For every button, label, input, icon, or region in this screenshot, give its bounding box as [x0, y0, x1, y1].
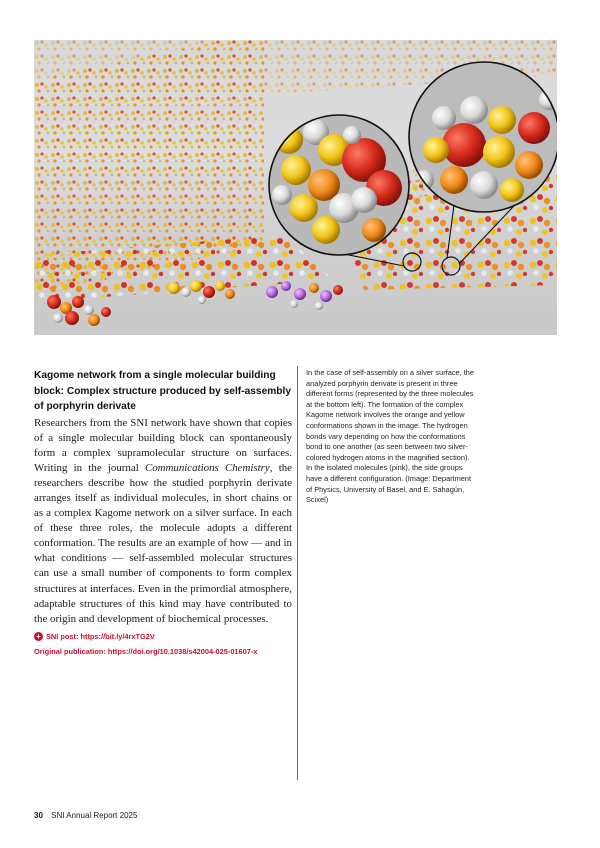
original-publication-link[interactable]: Original publication: https://doi.org/10.1038/s42004-025-01607-x [34, 646, 258, 656]
article-links [34, 629, 292, 659]
image-caption: In the case of self-assembly on a silver surface, the analyzed porphyrin derivate is present in three different forms (represented by the three molecules at the bottom left). The formation of the complex Kagome network involves the orange and yellow conformations shown in the image. The hydrogen bonds vary depending on how the conformations bond to one another (as seen between two silver-colored hydrogen atoms in the magnified section). In the isolated molecules (pink), the side groups have a different configuration. (Image: Department of Physics, University of Basel, and E. Sahagún, Scixel) [306, 368, 475, 505]
page-footer [34, 811, 137, 820]
molecular-network-illustration [34, 40, 557, 335]
page-number: 30 [34, 811, 43, 820]
sni-post-link-row[interactable] [34, 629, 292, 644]
kagome-network-render [34, 40, 557, 335]
journal-name: Communications Chemistry [144, 461, 270, 474]
article-body [34, 416, 292, 627]
article-headline: Kagome network from a single molecular building block: Complex structure produced by self-assembly of porphyrin derivate [34, 370, 292, 412]
article [34, 368, 292, 659]
molecule-red-conformation [47, 295, 111, 326]
body-text-part-2: , the researchers describe how the studied porphyrin derivate arranges itself as individual molecules, in short chains or as a complex Kagome network on a silver surface. In each of these three roles, the molecule adopts a different conformation. The results are an example of how — and in what conditions — self-assembled molecular structures can use a small number of components to form complex structures at interfaces. Even in the primordial atmosphere, adaptable structures of this kind may have contributed to the origin and development of biochemical processes. [34, 461, 292, 625]
plus-circle-icon: + [34, 632, 43, 641]
body-text-part-1: Researchers from the SNI network have shown that copies of a single molecular building block can spontaneously form a complex supramolecular structure on surfaces. Writing in the journal [34, 416, 292, 474]
sni-post-link[interactable]: SNI post: https://bit.ly/4rxTG2V [46, 631, 155, 641]
column-divider [297, 366, 298, 780]
publication-name: SNI Annual Report 2025 [51, 811, 138, 820]
molecule-pink-conformation [266, 281, 343, 310]
